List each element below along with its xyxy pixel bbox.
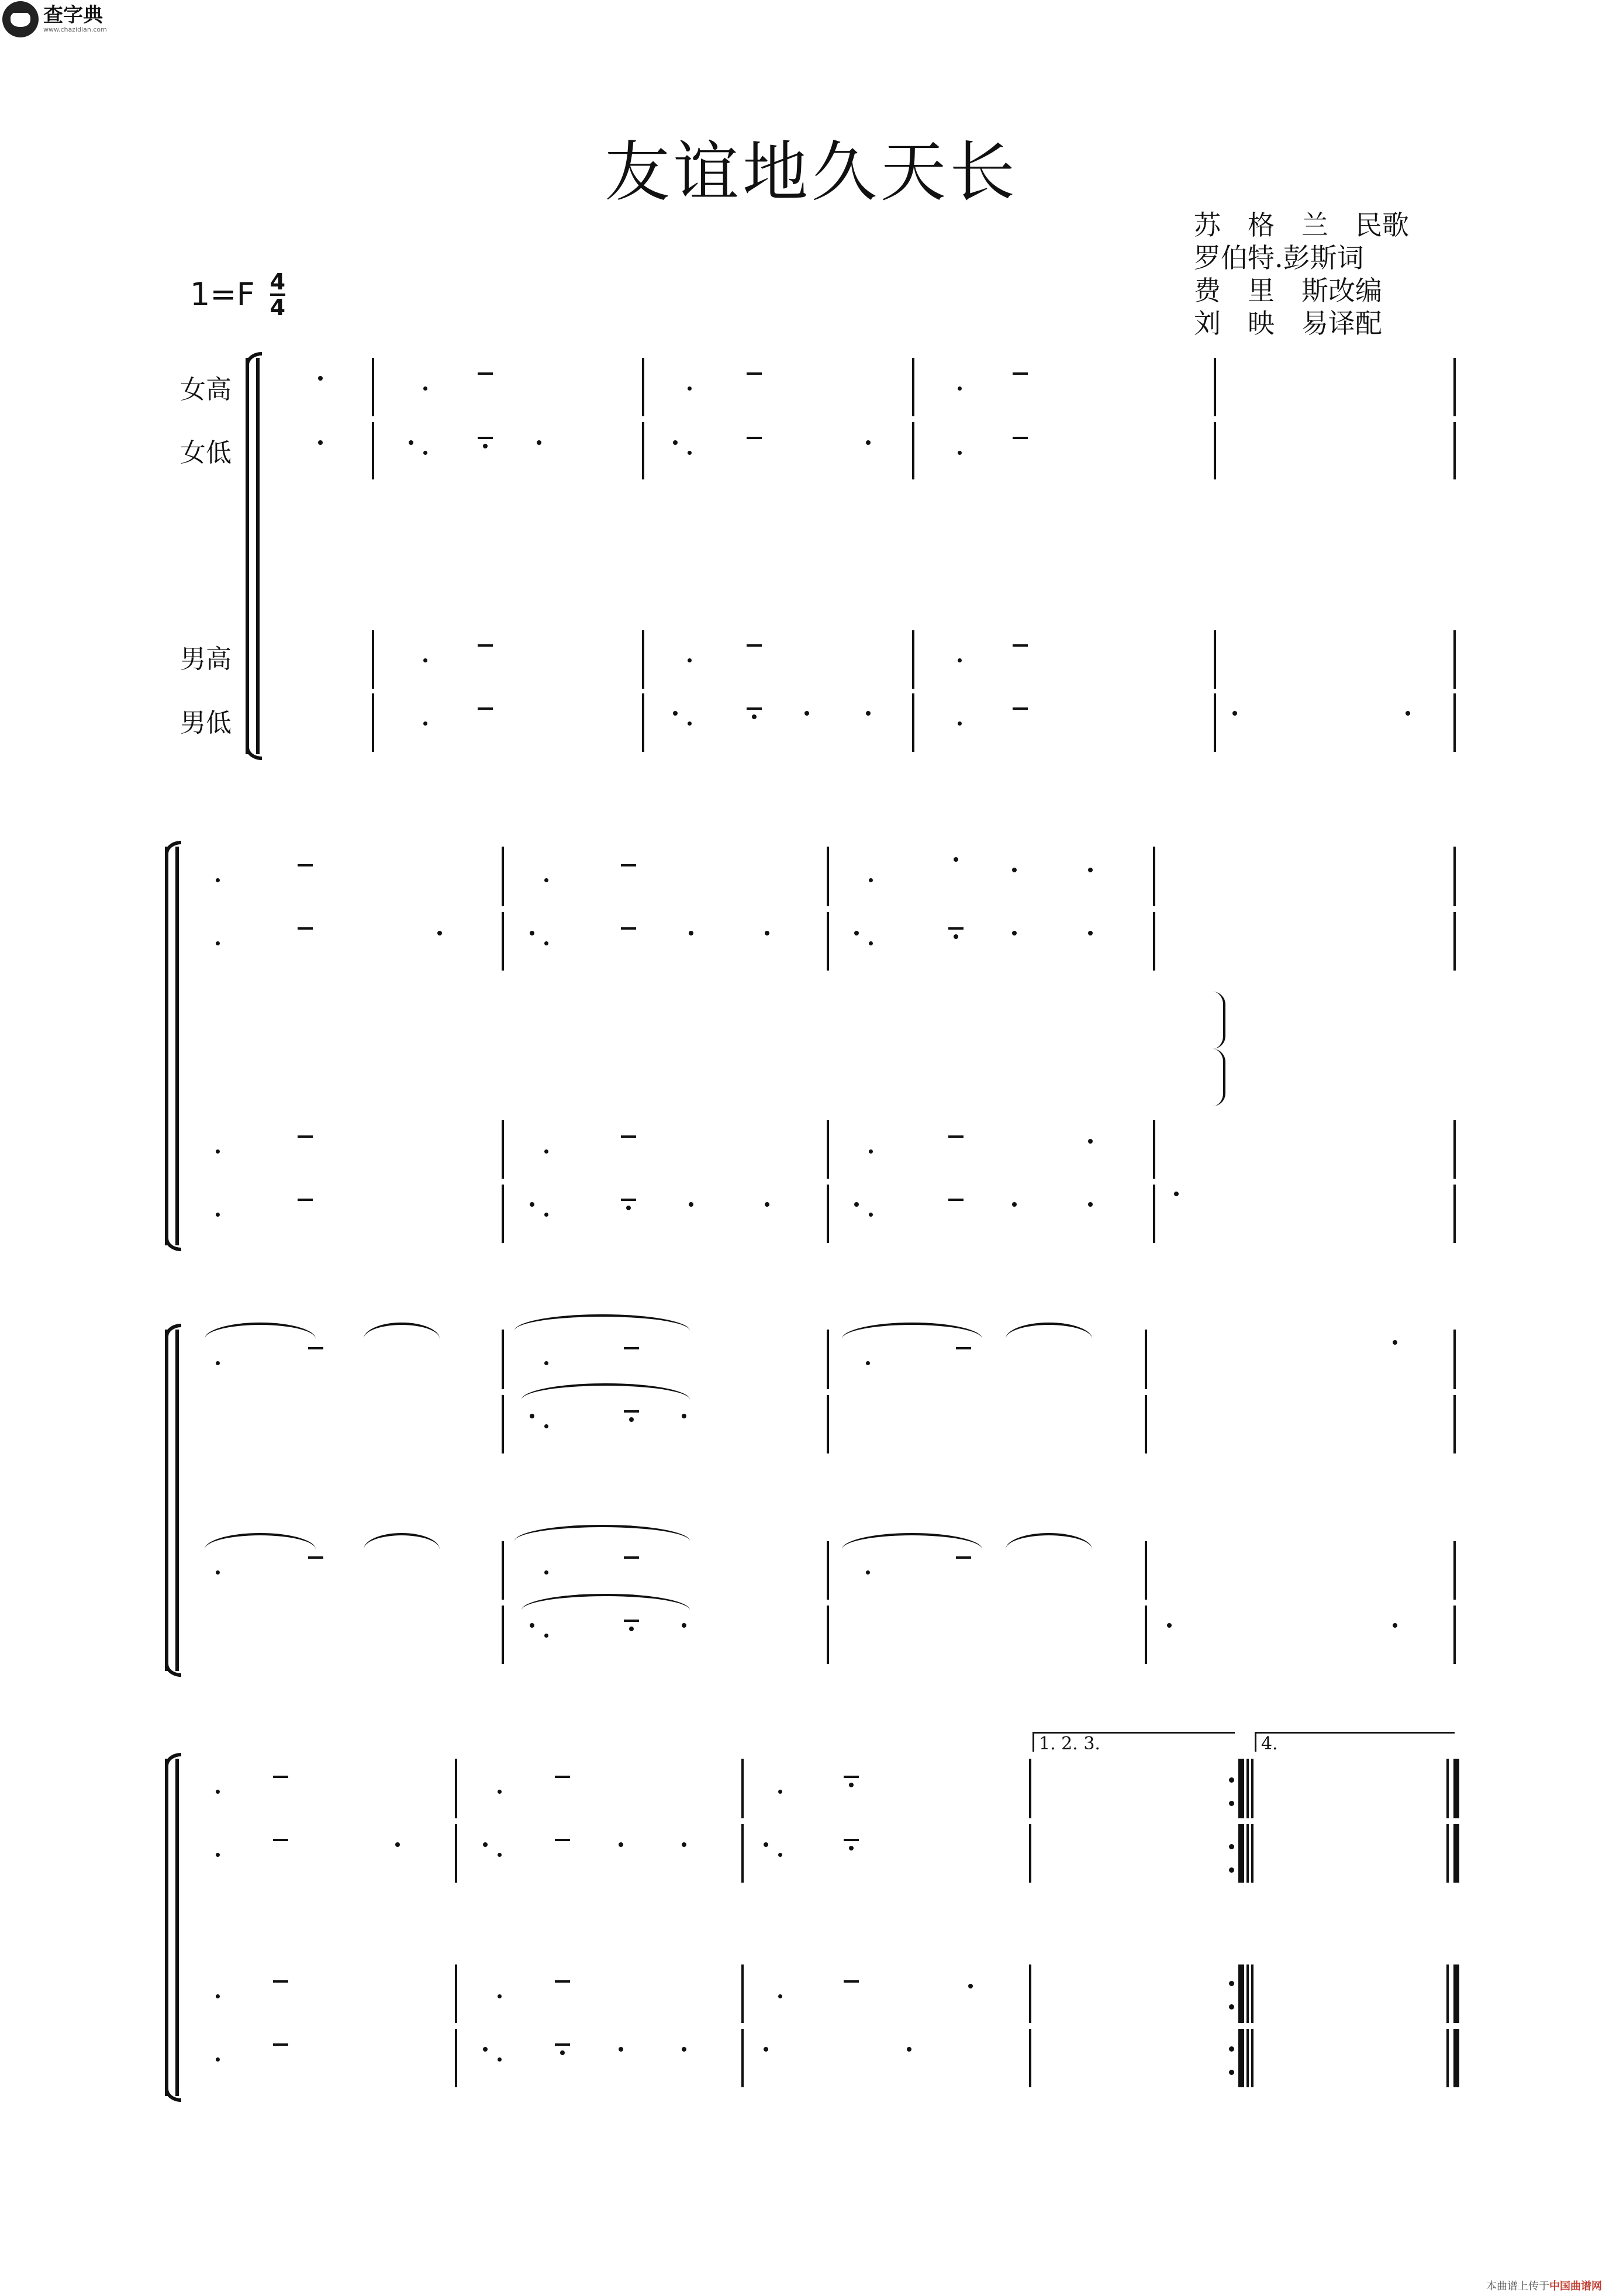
verse-brace-lower [1211,1049,1225,1106]
credit-line: 苏 格 兰 民歌 [1194,209,1409,241]
s4-brace-inner [175,1759,179,2096]
s2-barline [502,912,504,971]
s2-barline [1153,1120,1155,1179]
s4-barline [1446,1759,1449,1818]
repeat-dot [1229,1981,1234,1986]
s4-barline [1029,1824,1031,1883]
slur-arc [522,1594,690,1610]
s4-brace [165,1759,168,2096]
voice-label-alto: 女低 [180,438,232,468]
s4-barline [1251,1824,1253,1883]
key-signature [190,270,285,319]
s3-barline [502,1395,504,1453]
s2-barline [1453,1120,1456,1179]
s4-barline [1246,1964,1249,2023]
s2-barline [827,1120,829,1179]
s3-barline [1453,1395,1456,1453]
s1-barline [1214,693,1216,752]
s4-barline [455,2029,457,2087]
s4-barline [1251,1759,1253,1818]
s1-barline [372,358,374,416]
repeat-dot [1229,2004,1234,2010]
repeat-dot [1229,1867,1234,1873]
s3-barline [502,1541,504,1600]
repeat-dot [1229,1801,1234,1806]
s4-barline [1251,1964,1253,2023]
repeat-dot [1229,1844,1234,1849]
s1-brace-inner [256,358,260,754]
s3-barline [502,1330,504,1389]
s2-barline [1153,912,1155,971]
s4-barline [1242,1824,1244,1883]
s2-barline [502,1185,504,1243]
s4-barline [1446,2029,1449,2087]
s1-barline [912,693,914,752]
s3-barline [1453,1606,1456,1664]
s2-barline [827,1185,829,1243]
s4-barline [1453,1759,1459,1818]
s4-barline [1453,2029,1459,2087]
s4-barline [741,1964,744,2023]
s2-barline [502,847,504,906]
s2-barline [827,847,829,906]
slur-arc [514,1314,690,1331]
s2-barline [1453,847,1456,906]
repeat-dot [1229,1777,1234,1783]
s1-barline [372,693,374,752]
s4-barline [455,1964,457,2023]
slur-arc [522,1383,690,1400]
repeat-dot [1229,2046,1234,2052]
s2-barline [1453,1185,1456,1243]
credit-line: 刘 映 易译配 [1194,308,1382,339]
voice-label-bass: 男低 [180,708,232,738]
footer-brand: 中国曲谱网 [1549,2280,1602,2292]
site-logo[interactable] [0,0,117,39]
slur-arc [514,1525,690,1541]
slur-arc [205,1533,316,1549]
time-signature [270,270,285,319]
credits [1194,209,1409,340]
s1-barline [642,422,644,479]
s3-brace-inner [175,1330,179,1671]
credit-line: 罗伯特.彭斯词 [1194,242,1364,274]
voice-label-soprano: 女高 [180,375,232,405]
s1-barline [1453,422,1456,479]
s1-barline [1453,358,1456,416]
s4-barline [1446,1964,1449,2023]
footer-text: 本曲谱上传于 [1486,2280,1549,2292]
s2-brace [165,847,168,1245]
s3-barline [502,1606,504,1664]
time-top: 4 [270,269,286,295]
credit-line: 费 里 斯改编 [1194,275,1382,306]
volta-label: 4. [1261,1734,1278,1754]
s3-barline [1453,1541,1456,1600]
s1-barline [1214,358,1216,416]
s4-barline [1453,1964,1459,2023]
s4-barline [1453,1824,1459,1883]
volta-label: 1. 2. 3. [1039,1734,1100,1754]
s4-barline [1246,2029,1249,2087]
s1-brace [246,358,249,754]
s1-barline [1453,630,1456,689]
s3-barline [827,1541,829,1600]
volta-first-ending [1032,1732,1235,1752]
slur-arc [1006,1533,1092,1549]
slur-arc [842,1323,982,1339]
s1-barline [642,693,644,752]
logo-subtext: www.chazidian.com [43,26,107,33]
s3-barline [827,1606,829,1664]
s1-barline [1453,693,1456,752]
s4-barline [741,1759,744,1818]
logo-text: 查字典 [43,4,103,27]
s4-barline [1446,1824,1449,1883]
s1-barline [912,630,914,689]
s1-barline [372,422,374,479]
footer-credit [1486,2278,1602,2293]
s1-barline [372,630,374,689]
s1-barline [1214,422,1216,479]
s1-barline [912,358,914,416]
verse-brace-upper [1211,992,1225,1049]
s1-barline [912,422,914,479]
s4-barline [1246,1824,1249,1883]
s4-barline [741,1824,744,1883]
s2-brace-inner [175,847,179,1245]
s4-barline [1251,2029,1253,2087]
s4-barline [1242,1759,1244,1818]
s1-barline [642,358,644,416]
voice-label-tenor: 男高 [180,644,232,674]
s4-barline [741,2029,744,2087]
s4-barline [455,1759,457,1818]
s2-barline [1153,847,1155,906]
s3-barline [1453,1330,1456,1389]
s2-barline [827,912,829,971]
volta-second-ending [1255,1732,1455,1752]
s3-barline [1145,1541,1147,1600]
slur-arc [842,1533,982,1549]
slur-arc [1006,1323,1092,1339]
s4-barline [1242,2029,1244,2087]
song-title: 友谊地久天长 [605,134,1018,210]
key-label: 1=F [190,276,255,313]
s3-brace [165,1330,168,1671]
s3-barline [1145,1395,1147,1453]
s3-barline [1145,1330,1147,1389]
s2-barline [1153,1185,1155,1243]
s2-barline [1453,912,1456,971]
s4-barline [1029,2029,1031,2087]
slur-arc [364,1533,440,1549]
s3-barline [1145,1606,1147,1664]
s2-barline [502,1120,504,1179]
s1-barline [642,630,644,689]
s3-barline [827,1330,829,1389]
s1-barline [1214,630,1216,689]
time-bottom: 4 [270,295,286,320]
slur-arc [364,1323,440,1339]
s4-barline [455,1824,457,1883]
s3-barline [827,1395,829,1453]
s4-barline [1029,1759,1031,1818]
repeat-dot [1229,2070,1234,2075]
s4-barline [1246,1759,1249,1818]
logo-mascot-icon [2,1,39,37]
s4-barline [1242,1964,1244,2023]
s4-barline [1029,1964,1031,2023]
slur-arc [205,1323,316,1339]
